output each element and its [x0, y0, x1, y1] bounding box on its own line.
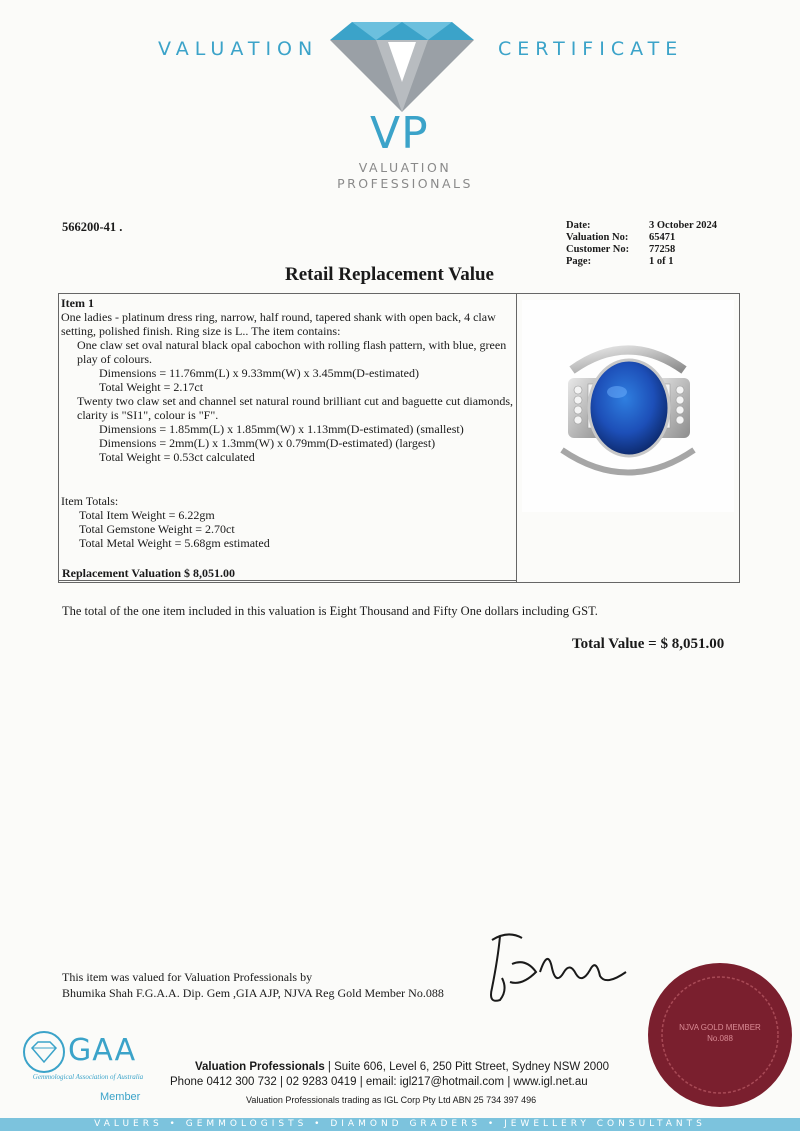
- item-text: One ladies - platinum dress ring, narrow, half round, tapered shank with open back, 4 claw setting, polished finish. Ring size is L.. The item contains:: [61, 310, 496, 338]
- footer-contact: Phone 0412 300 732 | 02 9283 0419 | email: igl217@hotmail.com | www.igl.net.au: [170, 1076, 588, 1088]
- meta-block: [566, 220, 717, 268]
- total-value: Total Value = $ 8,051.00: [572, 636, 725, 652]
- total-item-weight: Total Item Weight = 6.22gm: [79, 508, 215, 522]
- item-description: [61, 296, 516, 464]
- opal-dimensions: Dimensions = 11.76mm(L) x 9.33mm(W) x 3.45mm(D-estimated): [99, 366, 419, 380]
- seal-text: NJVA GOLD MEMBER No.088: [679, 1023, 761, 1043]
- diamond-dim-small: Dimensions = 1.85mm(L) x 1.85mm(W) x 1.13mm(D-estimated) (smallest): [99, 422, 464, 436]
- replacement-valuation: Replacement Valuation $ 8,051.00: [62, 566, 236, 580]
- logo-line1: VALUATION: [358, 160, 452, 175]
- bottom-band-text: VALUERS • GEMMOLOGISTS • DIAMOND GRADERS • JEWELLERY CONSULTANTS: [94, 1119, 706, 1129]
- page-title: Retail Replacement Value: [285, 264, 494, 285]
- total-gemstone-weight: Total Gemstone Weight = 2.70ct: [79, 522, 235, 536]
- reference-number: 566200-41 .: [62, 220, 123, 234]
- meta-row: Date: 3 October 2024: [566, 220, 718, 231]
- footer-trading: Valuation Professionals trading as IGL Corp Pty Ltd ABN 25 734 397 496: [246, 1095, 537, 1105]
- totals-heading: Item Totals:: [61, 494, 119, 508]
- valued-by: This item was valued for Valuation Professionals by Bhumika Shah F.G.A.A. Dip. Gem ,GIA AJP, NJVA Reg Gold Member No.088: [62, 970, 444, 1000]
- gaa-member: Member: [100, 1091, 141, 1103]
- header-left-word: VALUATION: [158, 38, 319, 60]
- diamond-dim-large: Dimensions = 2mm(L) x 1.3mm(W) x 0.79mm(D-estimated) (largest): [99, 436, 436, 450]
- meta-row: Customer No: 77258: [566, 244, 676, 255]
- diamond-logo-icon: [330, 22, 474, 112]
- meta-row: Page: 1 of 1: [566, 256, 674, 267]
- total-text: The total of the one item included in this valuation is Eight Thousand and Fifty One dollars including GST.: [62, 604, 598, 618]
- meta-row: Valuation No: 65471: [566, 232, 676, 243]
- divider: [516, 293, 517, 583]
- logo-initials: VP: [370, 108, 429, 159]
- header-right-word: CERTIFICATE: [498, 38, 684, 60]
- gaa-logo-text: GAA: [68, 1033, 137, 1068]
- gaa-subtitle: Gemmological Association of Australia: [32, 1073, 144, 1081]
- opal-weight: Total Weight = 2.17ct: [99, 380, 204, 394]
- item-heading: Item 1: [61, 296, 94, 310]
- ring-photo: [522, 300, 734, 512]
- opal-text: One claw set oval natural black opal cabochon with rolling flash pattern, with blue, green play of colours.: [77, 338, 507, 366]
- gaa-logo-icon: [22, 1030, 66, 1074]
- logo-line2: PROFESSIONALS: [337, 176, 473, 191]
- diamond-text: Twenty two claw set and channel set natural round brilliant cut and baguette cut diamonds, clarity is "SI1", colour is "F".: [77, 394, 514, 422]
- diamond-weight: Total Weight = 0.53ct calculated: [99, 450, 255, 464]
- footer-address: Valuation Professionals | Suite 606, Level 6, 250 Pitt Street, Sydney NSW 2000: [195, 1061, 609, 1073]
- total-metal-weight: Total Metal Weight = 5.68gm estimated: [79, 536, 270, 550]
- signature-icon: [478, 928, 628, 1018]
- item-totals: [61, 494, 270, 550]
